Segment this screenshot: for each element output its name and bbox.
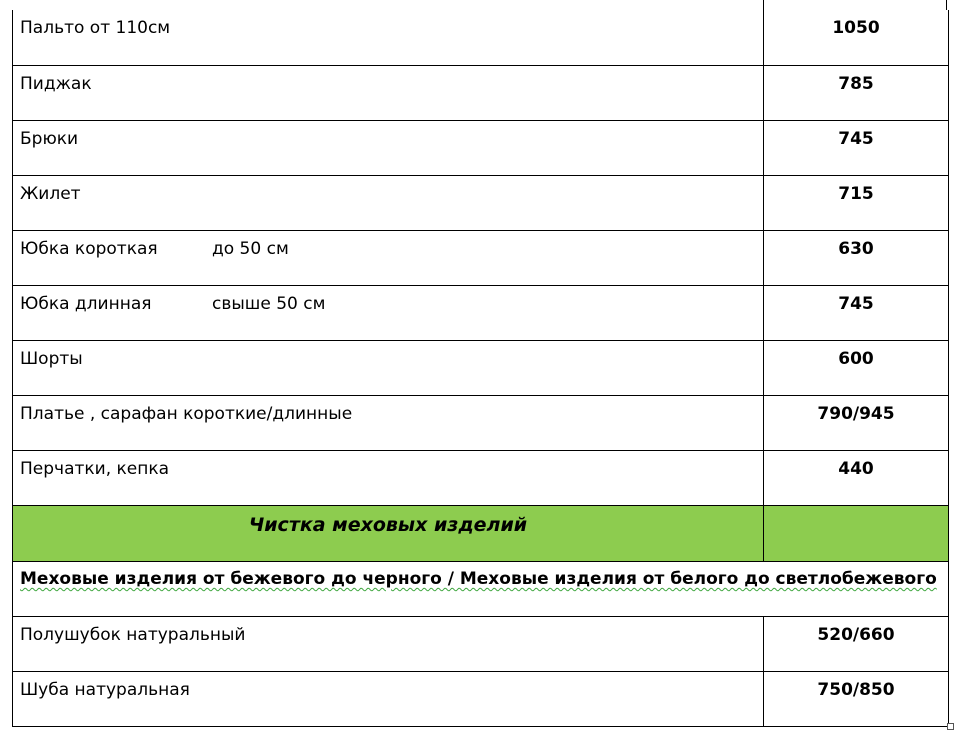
item-name [13,396,764,450]
item-name-text: Шорты [20,349,83,369]
section-header-row [13,506,948,562]
item-price: 745 [838,294,874,314]
subsection-title [13,562,948,616]
item-name-text: Юбка длинная [20,294,152,314]
item-price: 520/660 [817,625,895,645]
item-name-text: Пальто от 110см [20,18,171,38]
item-price: 630 [838,239,874,259]
item-price: 440 [838,459,874,479]
table-row [13,451,948,506]
subsection-text: Меховые изделия от бежевого до черного / Меховые изделия от белого до светлобежевого [20,569,937,589]
item-name [13,286,764,340]
item-price: 715 [838,184,874,204]
table-row [13,66,948,121]
table-resize-handle[interactable] [947,723,954,730]
table-row [13,672,948,727]
item-name-text: Перчатки, кепка [20,459,170,479]
table-row [13,176,948,231]
item-name-text: Пиджак [20,74,92,94]
table-row [13,396,948,451]
item-name [13,10,764,65]
item-name-text: Шуба натуральная [20,680,190,700]
table-row [13,286,948,341]
section-title: Чистка меховых изделий [13,506,764,561]
table-row [13,617,948,672]
subsection-row [13,562,948,617]
item-name [13,617,764,671]
item-name [13,231,764,285]
item-name-text: Платье , сарафан короткие/длинные [20,404,353,424]
item-price: 745 [838,129,874,149]
table-row [13,121,948,176]
table-border-tick [946,0,947,10]
section-empty-cell [764,506,948,561]
item-name [13,121,764,175]
item-size-note: свыше 50 см [212,294,326,314]
table-row [13,10,948,66]
item-price: 750/850 [817,680,895,700]
item-name [13,451,764,505]
item-price: 1050 [832,18,880,38]
item-name-text: Брюки [20,129,79,149]
item-price: 785 [838,74,874,94]
price-table [12,10,949,727]
item-name-text: Жилет [20,184,81,204]
item-price: 600 [838,349,874,369]
item-name [13,672,764,726]
item-name-text: Юбка короткая [20,239,158,259]
item-size-note: до 50 см [212,239,289,259]
table-row [13,341,948,396]
item-name-text: Полушубок натуральный [20,625,246,645]
table-border-tick [763,0,764,10]
table-row [13,231,948,286]
item-name [13,176,764,230]
item-price: 790/945 [817,404,895,424]
item-name [13,66,764,120]
item-name [13,341,764,395]
